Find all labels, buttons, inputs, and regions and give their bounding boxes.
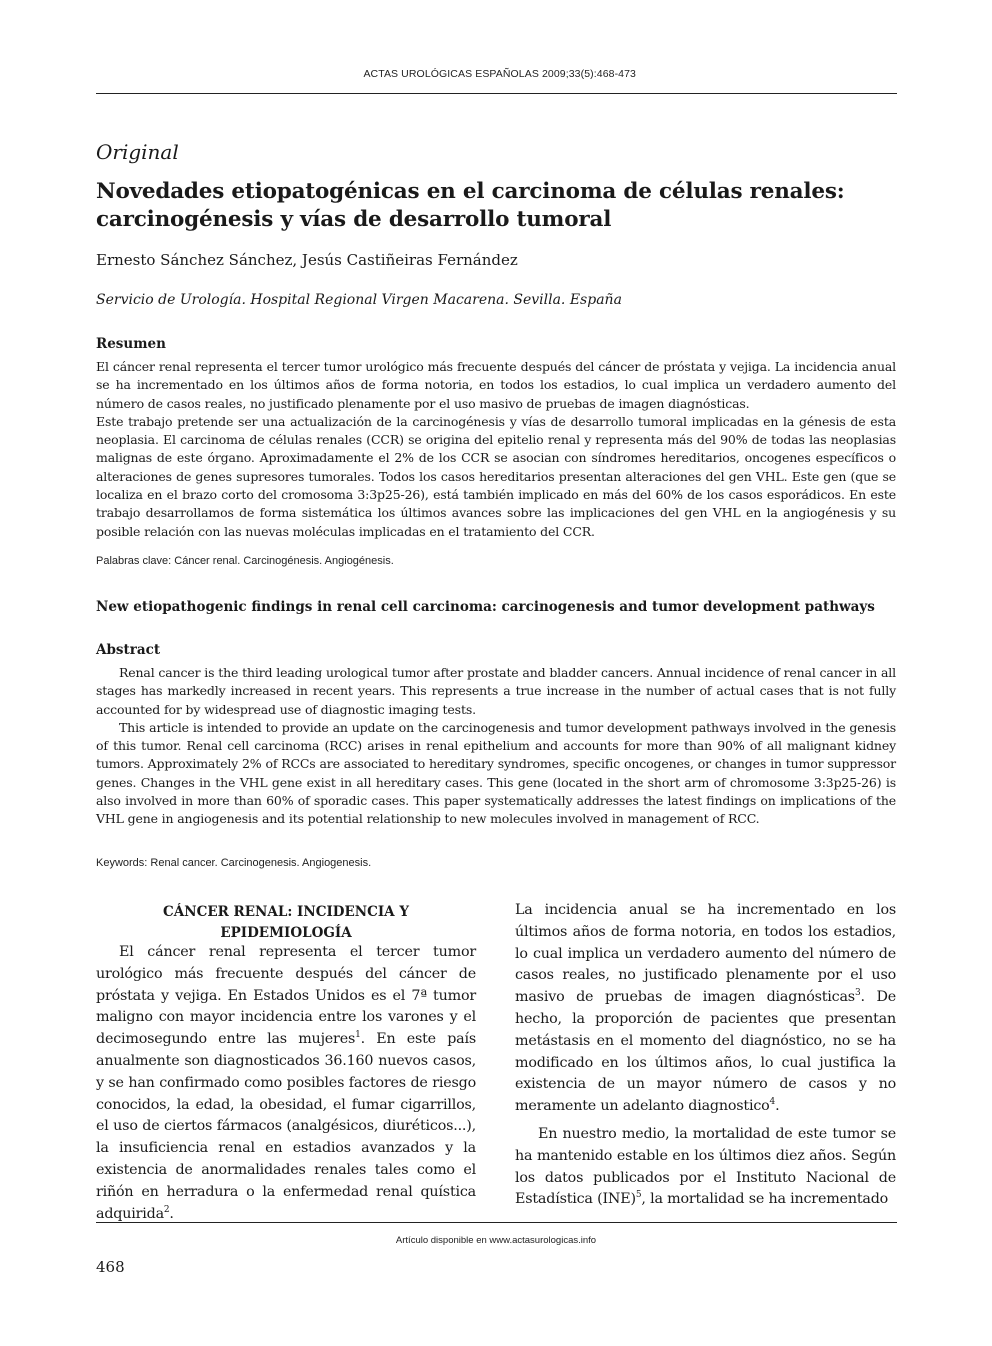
palabras-clave: Palabras clave: Cáncer renal. Carcinogénesis. Angiogénesis. (96, 555, 394, 567)
reference-marker[interactable]: 4 (769, 1097, 776, 1108)
body-column-left (96, 942, 476, 1225)
reference-marker[interactable]: 2 (163, 1204, 170, 1215)
section-label: Original (96, 140, 179, 164)
section-heading-line: CÁNCER RENAL: INCIDENCIA Y (163, 904, 409, 920)
abstract-paragraph: Renal cancer is the third leading urological tumor after prostate and bladder cancers. Annual incidence of renal cancer in all stages has markedly increased in recent years. This represents a true increase in the number of actual cases that is not fully accounted for by widespread use of diagnostic imaging tests. (96, 665, 896, 717)
article-title: Novedades etiopatogénicas en el carcinoma de células renales: carcinogénesis y vías de desarrollo tumoral (96, 179, 845, 232)
section-heading-line: EPIDEMIOLOGÍA (220, 925, 352, 941)
resumen-paragraph: Este trabajo pretende ser una actualización de la carcinogénesis y vías de desarrollo tumoral implicadas en la génesis de esta neoplasia. El carcinoma de células renales (CCR) se origina del epitelio renal y representa más del 90% de todas las neoplasias malignas de este órgano. Aproximadamente el 2% de los CCR se asocian con síndromes hereditarios, oncogenes específicos o alteraciones de genes supresores tumorales. Todos los casos hereditarios presentan alteraciones del gen VHL. Este gen (que se localiza en el brazo corto del cromosoma 3:3p25-26), está también implicado en más del 60% de los casos esporádicos. En este trabajo desarrollamos de forma sistemática los últimos avances sobre las implicaciones del gen VHL en la angiogénesis y su posible relación con las nuevas moléculas implicadas en el tratamiento del CCR. (96, 413, 896, 539)
body-paragraph: La incidencia anual se ha incrementado en los últimos años de forma notoria, en todos los estadios, lo cual implica un verdadero aumento del número de casos reales, no justificado plenamente por el uso masivo de pruebas de imagen diagnósticas$^3$. De hecho, la proporción de pacientes que presentan metástasis en el momento del diagnóstico, no se ha modificado en los últimos años, lo cual justifica la existencia de un mayor número de casos y no meramente un adelanto diagnostico$^4$. (515, 902, 896, 1115)
affiliation: Servicio de Urología. Hospital Regional Virgen Macarena. Sevilla. España (96, 292, 622, 308)
body-paragraph: En nuestro medio, la mortalidad de este tumor se ha mantenido estable en los últimos diez años. Según los datos publicados por el Instituto Nacional de Estadística (INE)$^5$, la mortalidad se ha incrementado (515, 1125, 896, 1208)
abstract-body (96, 664, 896, 829)
running-head: ACTAS UROLÓGICAS ESPAÑOLAS 2009;33(5):468-473 (363, 68, 636, 80)
reference-marker[interactable]: 5 (635, 1190, 642, 1201)
reference-marker[interactable]: 1 (355, 1030, 361, 1041)
resumen-body (96, 358, 896, 541)
reference-marker[interactable]: 3 (854, 988, 861, 999)
footer-note: Artículo disponible en www.actasurologicas.info (395, 1235, 597, 1246)
abstract-heading: Abstract (96, 642, 161, 658)
resumen-heading: Resumen (96, 336, 166, 352)
keywords: Keywords: Renal cancer. Carcinogenesis. Angiogenesis. (96, 857, 372, 869)
header-rule (96, 93, 897, 94)
section-heading (96, 902, 476, 944)
abstract-paragraph: This article is intended to provide an update on the carcinogenesis and tumor development pathways involved in the genesis of this tumor. Renal cell carcinoma (RCC) arises in renal epithelium and accounts for more than 90% of all malignant kidney tumors. Approximately 2% of RCCs are associated to hereditary syndromes, specific oncogenes, or changes in tumor suppressor genes. Changes in the VHL gene exist in all hereditary cases. This gene (located in the short arm of chromosome 3:3p25-26) is also involved in more than 60% of sporadic cases. This paper systematically addresses the latest findings on implications of the VHL gene in angiogenesis and its potential relationship to new molecules involved in management of RCC. (96, 719, 896, 827)
english-title: New etiopathogenic findings in renal cell carcinoma: carcinogenesis and tumor development pathways (96, 599, 875, 615)
authors: Ernesto Sánchez Sánchez, Jesús Castiñeiras Fernández (96, 251, 518, 269)
body-column-right (515, 900, 896, 1211)
resumen-paragraph: El cáncer renal representa el tercer tumor urológico más frecuente después del cáncer de próstata y vejiga. La incidencia anual se ha incrementado en los últimos años de forma notoria, en todos los estadios, lo cual implica un verdadero aumento del número de casos reales, no justificado plenamente por el uso masivo de pruebas de imagen diagnósticas. (96, 359, 896, 411)
page-number: 468 (96, 1258, 125, 1276)
body-paragraph: El cáncer renal representa el tercer tumor urológico más frecuente después del cáncer de próstata y vejiga. En Estados Unidos es el 7ª tumor maligno con mayor incidencia entre los varones y el decimosegundo entre las mujeres$^1$. En este país anualmente son diagnosticados 36.160 nuevos casos, y se han confirmado como posibles factores de riesgo conocidos, la edad, la obesidad, el fumar cigarrillos, el uso de ciertos fármacos (analgésicos, diuréticos...), la insuficiencia renal en estadios avanzados y la existencia de anormalidades renales tales como el riñón en herradura o la enfermedad renal quística adquirida$^2$. (96, 944, 476, 1222)
footer-rule (96, 1222, 897, 1223)
